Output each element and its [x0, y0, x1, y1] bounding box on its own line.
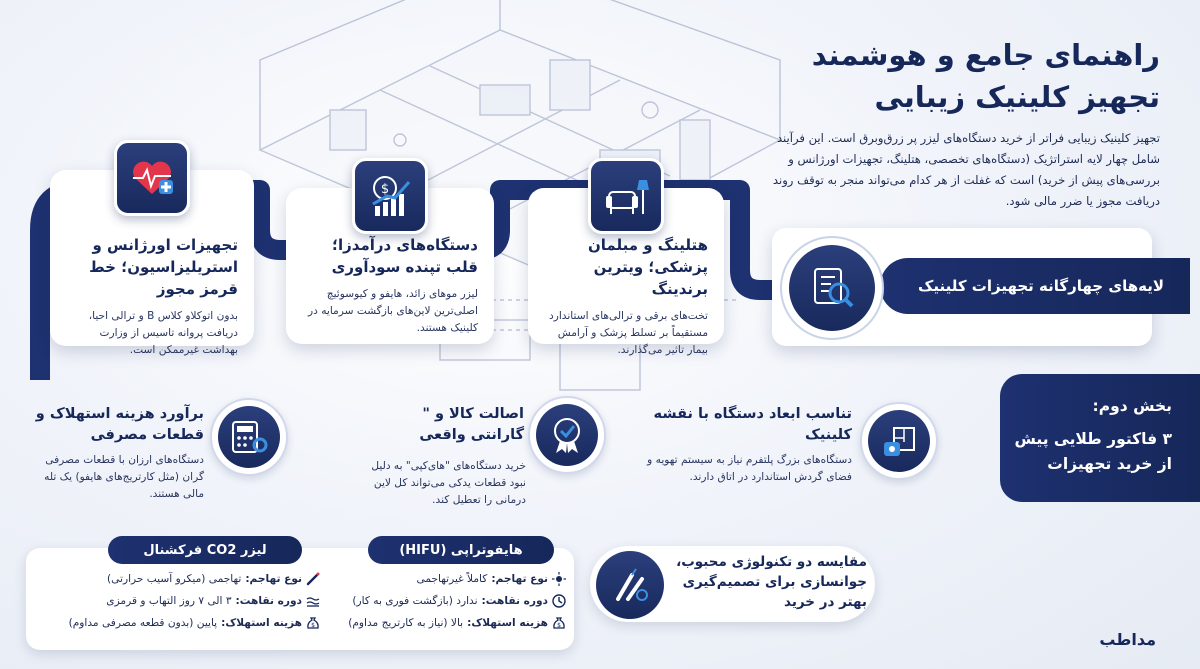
row-label: نوع تهاجم: [491, 573, 548, 585]
laser-probes-icon [596, 551, 664, 619]
row-label: هزینه استهلاک: [221, 617, 302, 629]
factor-authenticity-body [356, 452, 526, 509]
card-furniture [528, 188, 724, 356]
hifu-column [318, 568, 566, 634]
money-bag-icon [306, 616, 320, 630]
heart-plus-icon [114, 140, 190, 216]
svg-text:$: $ [311, 622, 315, 629]
row-value: ۳ الی ۷ روز التهاب و قرمزی [106, 595, 232, 607]
title-line-1: راهنمای جامع و هوشمند [811, 38, 1160, 72]
table-row [318, 568, 566, 590]
section-two-line-3: از خرید تجهیزات [1047, 455, 1172, 473]
skin-layers-icon [306, 594, 320, 608]
sun-waves-icon [552, 572, 566, 586]
table-row [318, 590, 566, 612]
title-line-2: تجهیز کلینیک زیبایی [874, 80, 1160, 114]
armchair-lamp-icon [588, 158, 664, 234]
factor-dimensions [630, 404, 852, 486]
row-value: کاملاً غیرتهاجمی [416, 573, 488, 585]
table-row [318, 612, 566, 634]
row-value: پایین (بدون قطعه مصرفی مداوم) [68, 617, 218, 629]
row-label: دوره نقاهت: [235, 595, 302, 607]
card-body: تخت‌های برقی و ترالی‌های استاندارد مستقیماً بر تسلط پزشک و آرامش بیمار تاثیر می‌گذارند. [549, 310, 708, 356]
clock-icon [552, 594, 566, 608]
card-revenue [286, 182, 494, 344]
row-label: دوره نقاهت: [481, 595, 548, 607]
row-label: نوع تهاجم: [245, 573, 302, 585]
factor-body: خرید دستگاه‌های "های‌کپی" به دلیل نبود قطعات یدکی می‌تواند کل لاین درمانی را تعطیل کند. [371, 460, 526, 506]
card-title: هتلینگ و مبلمان پزشکی؛ ویترین برندینگ [587, 236, 708, 298]
money-bag-icon [552, 616, 566, 630]
row-value: بالا (نیاز به کارتریج مداوم) [348, 617, 464, 629]
row-value: تهاجمی (میکرو آسیب حرارتی) [107, 573, 242, 585]
certificate-badge-icon [528, 396, 606, 474]
card-emergency [50, 170, 254, 356]
money-growth-icon [352, 158, 428, 234]
page-title [800, 34, 1160, 118]
checklist-search-icon [780, 236, 884, 340]
factor-body: دستگاه‌های بزرگ پلتفرم نیاز به سیستم تهویه و فضای گردش استاندارد در اتاق دارند. [647, 454, 852, 483]
compare-text: مقایسه دو تکنولوژی محبوب، جوانسازی برای تصمیم‌گیری بهتر در خرید [676, 554, 867, 610]
factor-body: دستگاه‌های ارزان با قطعات مصرفی گران (مثل کارتریج‌های هایفو) یک تله مالی هستند. [44, 454, 204, 500]
table-row [34, 612, 320, 634]
card-body: لیزر موهای زائد، هایفو و کیوسوئیچ اصلی‌ترین لاین‌های بازگشت سرمایه در کلینیک هستند. [308, 288, 478, 334]
card-title: دستگاه‌های درآمدزا؛ قلب تپنده سودآوری [331, 236, 478, 276]
section-two-line-1: بخش دوم: [1092, 397, 1172, 415]
calculator-gear-icon [210, 398, 288, 476]
svg-text:$: $ [380, 182, 390, 197]
hifu-header: هایفوتراپی (HIFU) [368, 536, 554, 564]
section-two-banner [1000, 374, 1200, 502]
factor-authenticity [396, 404, 524, 446]
layers-label: لایه‌های چهارگانه تجهیزات کلینیک [880, 258, 1190, 314]
co2-column [34, 568, 320, 634]
factor-title: تناسب ابعاد دستگاه با نقشه کلینیک [653, 406, 852, 443]
laser-pen-icon [306, 572, 320, 586]
table-row [34, 568, 320, 590]
svg-text:$: $ [557, 622, 561, 629]
row-label: هزینه استهلاک: [467, 617, 548, 629]
tape-blueprint-icon [860, 402, 938, 480]
section-two-line-2: ۳ فاکتور طلایی پیش [1014, 430, 1172, 448]
factor-depreciation [34, 404, 204, 503]
row-value: ندارد (بازگشت فوری به کار) [352, 595, 478, 607]
card-title: تجهیزات اورژانس و استریلیزاسیون؛ خط قرمز مجوز [89, 236, 238, 298]
card-body: بدون اتوکلاو کلاس B و ترالی احیا، دریافت پروانه تاسیس از وزارت بهداشت غیرممکن است. [88, 310, 238, 356]
factor-title: اصالت کالا و " گارانتی واقعی [419, 406, 524, 443]
co2-header: لیزر CO2 فرکشنال [108, 536, 302, 564]
intro-paragraph: تجهیز کلینیک زیبایی فراتر از خرید دستگاه‌های لیزر پر زرق‌وبرق است. این فرآیند شامل چهار لایه استراتژیک (دستگاه‌های تخصصی، هتلینگ، تجهیزات اورژانس و بررسی‌های پیش از خرید) است که غفلت از هر کدام می‌تواند منجر به توقف روند دریافت مجوز یا ضرر مالی شود. [772, 131, 1160, 208]
table-row [34, 590, 320, 612]
factor-title: برآورد هزینه استهلاک و قطعات مصرفی [35, 406, 204, 443]
brand-logo-text: مداطب [1099, 630, 1156, 649]
